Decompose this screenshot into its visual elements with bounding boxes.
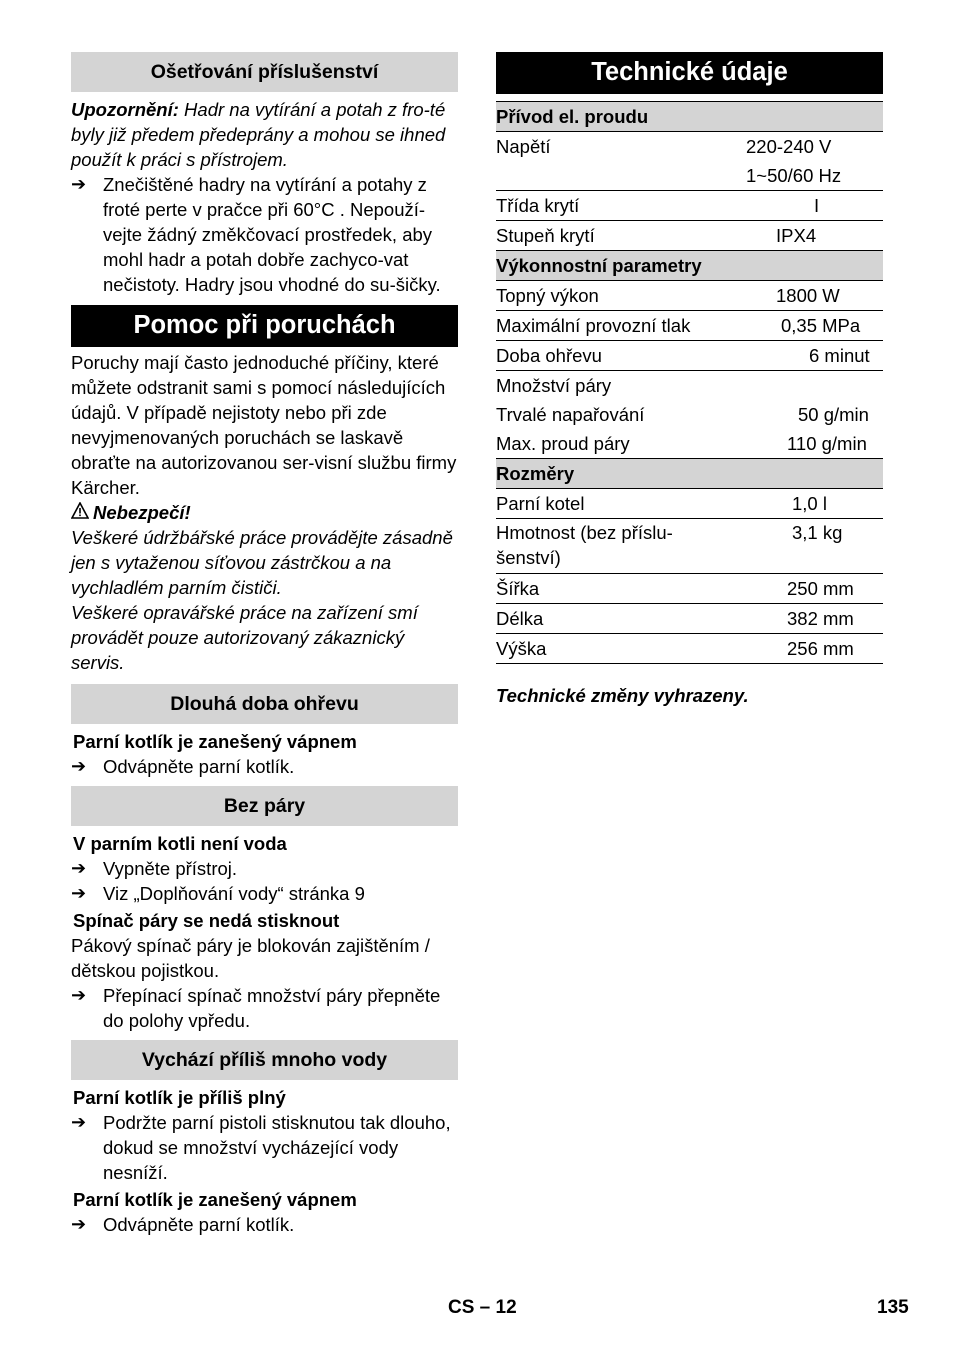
row-label bbox=[496, 161, 746, 191]
row-label: Délka bbox=[496, 604, 746, 634]
row-value: IPX4 bbox=[776, 225, 817, 246]
row-label: Maximální provozní tlak bbox=[496, 311, 746, 341]
cause-limescale: Parní kotlík je zanešený vápnem bbox=[73, 731, 357, 752]
table-row bbox=[496, 132, 883, 162]
arrow-right-icon: ➔ bbox=[71, 756, 87, 776]
row-value: 256 mm bbox=[746, 634, 883, 664]
row-value: 250 mm bbox=[746, 574, 883, 604]
cause-switch-blocked: Spínač páry se nedá stisknout bbox=[73, 910, 340, 931]
row-label: Max. proud páry bbox=[496, 433, 630, 454]
table-row bbox=[496, 489, 883, 519]
row-label: Trvalé napařování bbox=[496, 404, 645, 425]
cause-too-full: Parní kotlík je příliš plný bbox=[73, 1087, 286, 1108]
arrow-right-icon: ➔ bbox=[71, 1214, 87, 1234]
step-hold-gun bbox=[71, 1110, 458, 1185]
trouble-heading: Pomoc při poruchách bbox=[71, 305, 458, 347]
table-row bbox=[496, 311, 883, 341]
tech-heading: Technické údaje bbox=[496, 52, 883, 94]
left-column bbox=[71, 52, 458, 1237]
row-value bbox=[746, 371, 883, 401]
section-performance: Výkonnostní parametry bbox=[496, 251, 883, 281]
row-label: Parní kotel bbox=[496, 489, 746, 519]
step-descale bbox=[71, 754, 458, 779]
step-switch-off bbox=[71, 856, 458, 881]
table-row bbox=[496, 281, 883, 311]
table-section bbox=[496, 251, 883, 281]
page-number: 135 bbox=[877, 1297, 909, 1318]
care-step bbox=[71, 172, 458, 297]
row-label: Množství páry bbox=[496, 375, 612, 396]
too-much-water-heading: Vychází příliš mnoho vody bbox=[71, 1040, 458, 1080]
table-row bbox=[496, 161, 883, 191]
row-value: 382 mm bbox=[746, 604, 883, 634]
table-section bbox=[496, 459, 883, 489]
cause-limescale-2: Parní kotlík je zanešený vápnem bbox=[73, 1189, 357, 1210]
step-text: Vypněte přístroj. bbox=[103, 858, 238, 879]
step-text: Podržte parní pistoli stisknutou tak dlouho, dokud se množství vycházející vody nesníží. bbox=[103, 1112, 451, 1183]
danger-label bbox=[71, 500, 458, 525]
table-row bbox=[496, 191, 883, 221]
row-value: 1,0 l bbox=[746, 489, 883, 519]
cause-no-water: V parním kotli není voda bbox=[73, 833, 287, 854]
row-value: I bbox=[746, 191, 883, 221]
row-value: 0,35 MPa bbox=[746, 311, 883, 341]
right-column bbox=[496, 52, 883, 708]
row-label: Doba ohřevu bbox=[496, 341, 746, 371]
long-heating-heading: Dlouhá doba ohřevu bbox=[71, 684, 458, 724]
changes-reserved: Technické změny vyhrazeny. bbox=[496, 685, 749, 706]
danger-text-label: Nebezpečí! bbox=[93, 502, 191, 523]
row-label: Třída krytí bbox=[496, 191, 746, 221]
step-text: Odvápněte parní kotlík. bbox=[103, 1214, 295, 1235]
danger-text-2: Veškeré opravářské práce na zařízení smí provádět pouze autorizovaný zákaznický servis. bbox=[71, 602, 418, 673]
step-text: Znečištěné hadry na vytírání a potahy z froté perte v pračce při 60°C . Nepouží-vejte žádný změkčovací prostředek, aby mohl hadr a potah dobře zachyco-vat nečistoty. Hadry jsou vhodné do su-šičky. bbox=[103, 174, 441, 295]
section-power: Přívod el. proudu bbox=[496, 102, 883, 132]
row-label: Topný výkon bbox=[496, 281, 746, 311]
row-value: 1800 W bbox=[746, 281, 883, 311]
step-refill bbox=[71, 881, 458, 906]
row-label: Hmotnost (bez příslu-šenství) bbox=[496, 519, 746, 574]
danger-text-1: Veškeré údržbářské práce provádějte zásadně jen s vytaženou síťovou zástrčkou a na vychladlém parním čističi. bbox=[71, 527, 453, 598]
arrow-right-icon: ➔ bbox=[71, 883, 87, 903]
step-text: Přepínací spínač množství páry přepněte do polohy vpředu. bbox=[103, 985, 441, 1031]
row-value: 6 minut bbox=[746, 341, 883, 371]
row-value: 1~50/60 Hz bbox=[746, 161, 883, 191]
arrow-right-icon: ➔ bbox=[71, 174, 87, 194]
row-value: 3,1 kg bbox=[746, 519, 883, 574]
row-value: 220-240 V bbox=[746, 136, 832, 157]
footer-section: CS – 12 bbox=[448, 1297, 517, 1318]
row-value: 110 g/min bbox=[787, 433, 867, 454]
row-value: 50 g/min bbox=[798, 404, 869, 425]
warning-triangle-icon bbox=[71, 500, 93, 525]
step-descale-2 bbox=[71, 1212, 458, 1237]
table-row bbox=[496, 634, 883, 664]
row-label: Napětí bbox=[496, 136, 551, 157]
note-label: Upozornění: bbox=[71, 99, 179, 120]
care-heading: Ošetřování příslušenství bbox=[71, 52, 458, 92]
table-row bbox=[496, 574, 883, 604]
step-text: Viz „Doplňování vody“ stránka 9 bbox=[103, 883, 365, 904]
note-text: Hadr na vytírání a potah z fro-té byly již předem předeprány a mohou se ihned použít k práci s přístrojem. bbox=[71, 99, 446, 170]
row-label: Šířka bbox=[496, 574, 746, 604]
table-section bbox=[496, 102, 883, 132]
row-label: Výška bbox=[496, 634, 746, 664]
arrow-right-icon: ➔ bbox=[71, 858, 87, 878]
arrow-right-icon: ➔ bbox=[71, 1112, 87, 1132]
table-row bbox=[496, 221, 883, 251]
table-row bbox=[496, 400, 883, 429]
table-row bbox=[496, 604, 883, 634]
table-row bbox=[496, 429, 883, 459]
step-text: Odvápněte parní kotlík. bbox=[103, 756, 295, 777]
table-row bbox=[496, 519, 883, 574]
switch-blocked-text: Pákový spínač páry je blokován zajištěním / dětskou pojistkou. bbox=[71, 935, 430, 981]
step-switch-position bbox=[71, 983, 458, 1033]
section-dimensions: Rozměry bbox=[496, 459, 883, 489]
trouble-intro: Poruchy mají často jednoduché příčiny, které můžete odstranit sami s pomocí následujících údajů. V případě nejistoty nebo při zde nevyjmenovaných poruchách se laskavě obraťte na autorizovanou ser-visní službu firmy Kärcher. bbox=[71, 352, 457, 498]
table-row bbox=[496, 341, 883, 371]
care-note bbox=[71, 97, 458, 172]
row-label: Stupeň krytí bbox=[496, 225, 595, 246]
tech-table bbox=[496, 101, 883, 664]
arrow-right-icon: ➔ bbox=[71, 985, 87, 1005]
table-row bbox=[496, 371, 883, 401]
no-steam-heading: Bez páry bbox=[71, 786, 458, 826]
